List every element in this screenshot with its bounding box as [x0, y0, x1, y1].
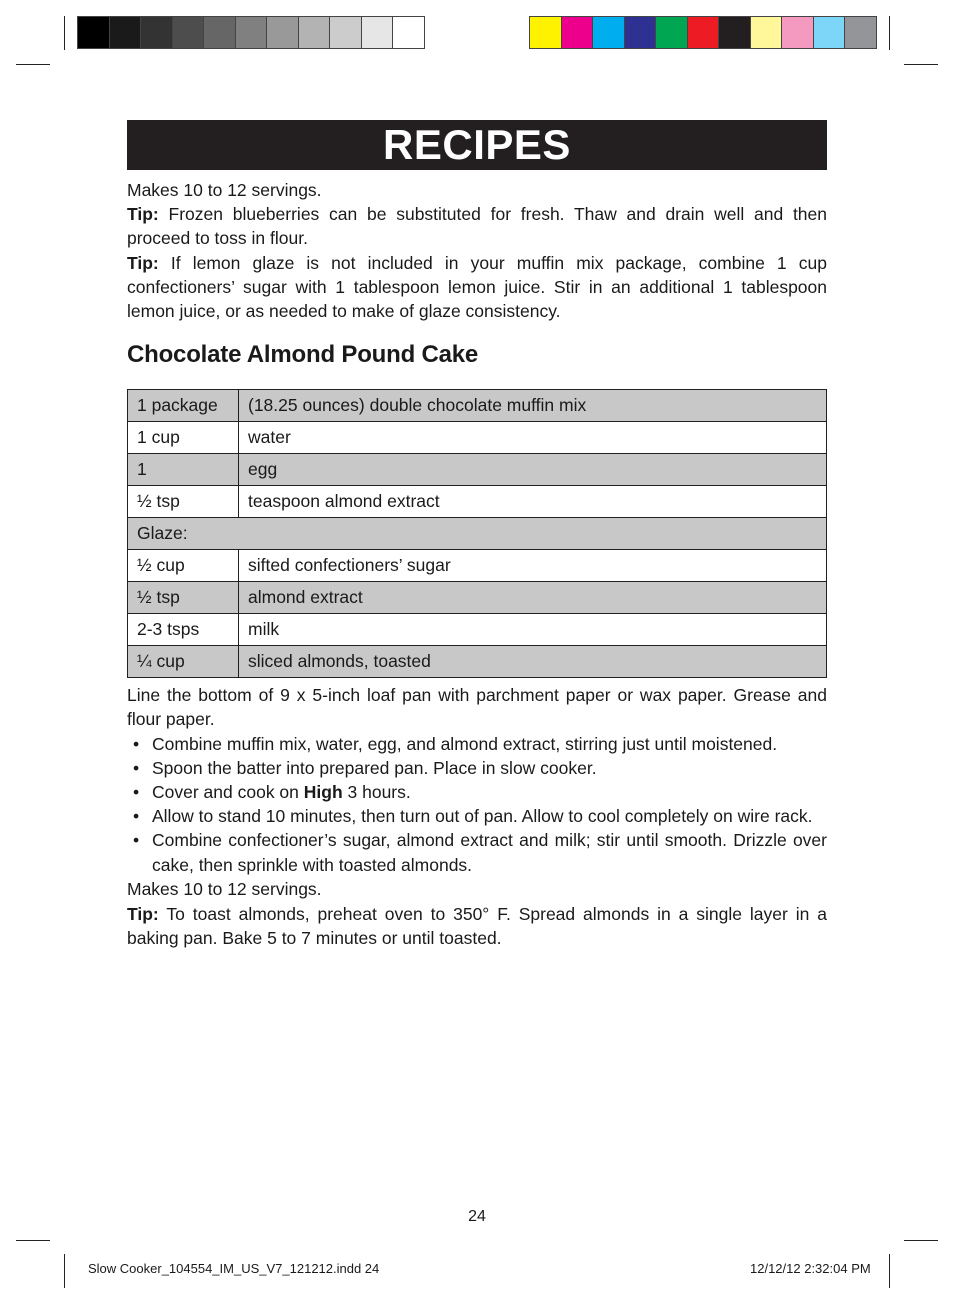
direction-step: [127, 780, 827, 804]
color-swatch: [625, 17, 657, 48]
recipe-title: Chocolate Almond Pound Cake: [127, 341, 479, 369]
process-color-bar: [529, 16, 877, 49]
tip-paragraph: [127, 902, 827, 950]
ingredient-cell: sliced almonds, toasted: [239, 646, 827, 678]
tip-label: Tip:: [127, 204, 159, 225]
gray-swatch: [393, 17, 424, 48]
footer-filename: Slow Cooker_104554_IM_US_V7_121212.indd 24: [88, 1261, 380, 1276]
gray-swatch: [299, 17, 331, 48]
servings-text: Makes 10 to 12 servings.: [127, 180, 322, 200]
gray-swatch: [330, 17, 362, 48]
quantity-cell: 2-3 tsps: [128, 614, 239, 646]
ingredient-cell: teaspoon almond extract: [239, 486, 827, 518]
color-swatch: [814, 17, 846, 48]
crop-mark: [904, 1240, 938, 1241]
direction-step: • Spoon the batter into prepared pan. Place in slow cooker.: [127, 756, 827, 780]
color-swatch: [751, 17, 783, 48]
crop-mark: [16, 64, 50, 65]
table-row: [128, 518, 827, 550]
tip-text: Frozen blueberries can be substituted for fresh. Thaw and drain well and then proceed to toss in flour.: [127, 204, 827, 249]
ingredient-cell: almond extract: [239, 582, 827, 614]
page-content: [127, 120, 827, 950]
gray-swatch: [204, 17, 236, 48]
table-row: [128, 454, 827, 486]
color-swatch: [845, 17, 876, 48]
tip-text: If lemon glaze is not included in your muffin mix package, combine 1 cup confectioners’ sugar with 1 tablespoon lemon juice. Stir in an additional 1 tablespoon lemon juice, or as needed to make of glaze consistency.: [127, 252, 827, 322]
step-text: Cover and cook on: [152, 782, 304, 803]
gray-swatch: [141, 17, 173, 48]
ingredient-cell: milk: [239, 614, 827, 646]
servings-text: Makes 10 to 12 servings.: [127, 878, 322, 899]
directions-list: [127, 732, 827, 877]
table-row: [128, 646, 827, 678]
ingredients-table: [127, 389, 827, 678]
section-banner: RECIPES: [127, 120, 827, 170]
tip-label: Tip:: [127, 252, 159, 273]
quantity-cell: ½ tsp: [128, 486, 239, 518]
step-text: 3 hours.: [342, 782, 411, 803]
table-row: [128, 614, 827, 646]
crop-mark: [64, 1254, 65, 1288]
color-swatch: [782, 17, 814, 48]
crop-mark: [64, 16, 65, 50]
glaze-header-cell: Glaze:: [128, 518, 827, 550]
direction-step: • Allow to stand 10 minutes, then turn out of pan. Allow to cool completely on wire rack.: [127, 804, 827, 828]
crop-mark: [889, 16, 890, 50]
color-swatch: [656, 17, 688, 48]
color-swatch: [530, 17, 562, 48]
quantity-cell: ½ cup: [128, 550, 239, 582]
color-swatch: [593, 17, 625, 48]
quantity-cell: 1: [128, 454, 239, 486]
quantity-cell: ½ tsp: [128, 582, 239, 614]
color-swatch: [688, 17, 720, 48]
table-row: [128, 486, 827, 518]
gray-swatch: [236, 17, 268, 48]
ingredient-cell: water: [239, 422, 827, 454]
directions-intro: Line the bottom of 9 x 5-inch loaf pan with parchment paper or wax paper. Grease and flour paper.: [127, 685, 827, 730]
tip-paragraph: [127, 251, 827, 324]
color-swatch: [719, 17, 751, 48]
page-number: 24: [468, 1208, 486, 1225]
crop-mark: [904, 64, 938, 65]
direction-step: • Combine confectioner’s sugar, almond extract and milk; stir until smooth. Drizzle over cake, then sprinkle with toasted almonds.: [127, 828, 827, 876]
crop-mark: [16, 1240, 50, 1241]
gray-swatch: [362, 17, 394, 48]
table-row: [128, 422, 827, 454]
tip-text: To toast almonds, preheat oven to 350° F. Spread almonds in a single layer in a baking pan. Bake 5 to 7 minutes or until toasted.: [127, 904, 827, 949]
quantity-cell: 1 cup: [128, 422, 239, 454]
footer-timestamp: 12/12/12 2:32:04 PM: [750, 1261, 871, 1276]
grayscale-color-bar: [77, 16, 425, 49]
ingredient-cell: (18.25 ounces) double chocolate muffin mix: [239, 390, 827, 422]
gray-swatch: [110, 17, 142, 48]
crop-mark: [889, 1254, 890, 1288]
color-swatch: [562, 17, 594, 48]
gray-swatch: [78, 17, 110, 48]
table-row: [128, 390, 827, 422]
ingredient-cell: egg: [239, 454, 827, 486]
gray-swatch: [173, 17, 205, 48]
gray-swatch: [267, 17, 299, 48]
tip-paragraph: [127, 202, 827, 250]
quantity-cell: ¼ cup: [128, 646, 239, 678]
step-text-bold: High: [303, 782, 343, 803]
direction-step: • Combine muffin mix, water, egg, and almond extract, stirring just until moistened.: [127, 732, 827, 756]
table-row: [128, 550, 827, 582]
tip-label: Tip:: [127, 904, 159, 925]
ingredient-cell: sifted confectioners’ sugar: [239, 550, 827, 582]
table-row: [128, 582, 827, 614]
quantity-cell: 1 package: [128, 390, 239, 422]
